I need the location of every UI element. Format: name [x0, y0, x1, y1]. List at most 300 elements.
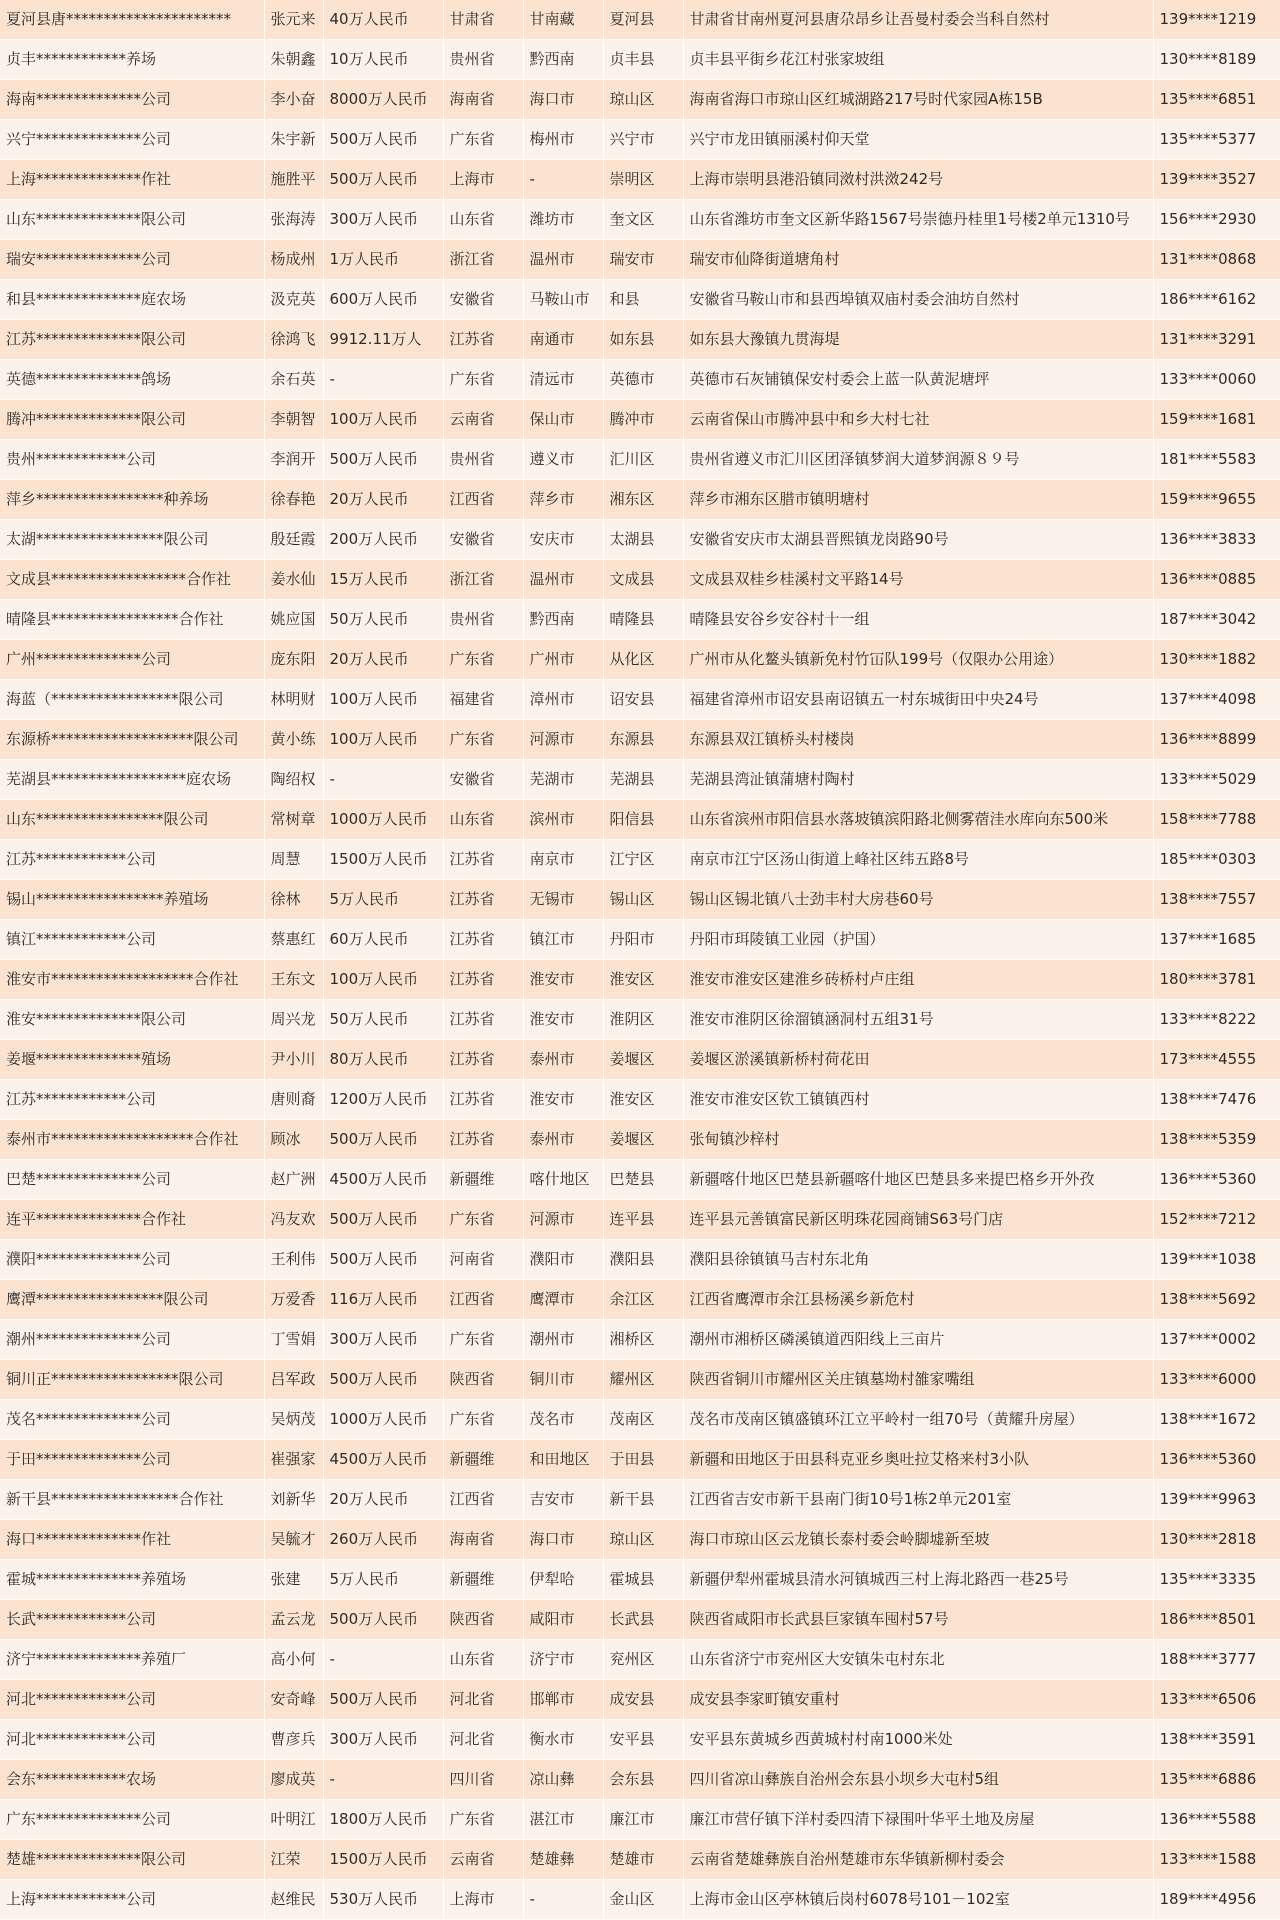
company-name-cell: 海口**************作社 [0, 1520, 264, 1560]
city-cell: 茂名市 [523, 1400, 603, 1440]
legal-person-cell: 常树章 [264, 800, 323, 840]
registered-capital-cell: 100万人民币 [323, 680, 443, 720]
province-cell: 海南省 [443, 80, 523, 120]
district-cell: 太湖县 [603, 520, 683, 560]
registered-capital-cell: 15万人民币 [323, 560, 443, 600]
district-cell: 腾冲市 [603, 400, 683, 440]
phone-cell: 135****5377 [1153, 120, 1280, 160]
district-cell: 兖州区 [603, 1640, 683, 1680]
province-cell: 江西省 [443, 1480, 523, 1520]
province-cell: 上海市 [443, 1880, 523, 1920]
registered-capital-cell: 100万人民币 [323, 400, 443, 440]
address-cell: 东源县双江镇桥头村楼岗 [683, 720, 1153, 760]
registered-capital-cell: 500万人民币 [323, 1360, 443, 1400]
province-cell: 云南省 [443, 1840, 523, 1880]
registered-capital-cell: 40万人民币 [323, 0, 443, 40]
province-cell: 云南省 [443, 400, 523, 440]
city-cell: 黔西南 [523, 40, 603, 80]
registered-capital-cell: - [323, 760, 443, 800]
address-cell: 淮安市淮安区建淮乡砖桥村卢庄组 [683, 960, 1153, 1000]
legal-person-cell: 曹彦兵 [264, 1720, 323, 1760]
district-cell: 汇川区 [603, 440, 683, 480]
registered-capital-cell: 500万人民币 [323, 120, 443, 160]
district-cell: 东源县 [603, 720, 683, 760]
province-cell: 广东省 [443, 720, 523, 760]
table-row [0, 600, 1280, 640]
company-name-cell: 楚雄**************限公司 [0, 1840, 264, 1880]
phone-cell: 136****5360 [1153, 1160, 1280, 1200]
table-row [0, 320, 1280, 360]
table-row [0, 680, 1280, 720]
legal-person-cell: 廖成英 [264, 1760, 323, 1800]
legal-person-cell: 王利伟 [264, 1240, 323, 1280]
district-cell: 廉江市 [603, 1800, 683, 1840]
district-cell: 湘桥区 [603, 1320, 683, 1360]
table-row [0, 720, 1280, 760]
legal-person-cell: 周兴龙 [264, 1000, 323, 1040]
district-cell: 耀州区 [603, 1360, 683, 1400]
company-name-cell: 腾冲**************限公司 [0, 400, 264, 440]
address-cell: 甘肃省甘南州夏河县唐尕昂乡让吾曼村委会当科自然村 [683, 0, 1153, 40]
province-cell: 江西省 [443, 1280, 523, 1320]
address-cell: 陕西省铜川市耀州区关庄镇墓坳村雒家嘴组 [683, 1360, 1153, 1400]
registered-capital-cell: 4500万人民币 [323, 1440, 443, 1480]
legal-person-cell: 杨成州 [264, 240, 323, 280]
phone-cell: 188****3777 [1153, 1640, 1280, 1680]
address-cell: 连平县元善镇富民新区明珠花园商铺S63号门店 [683, 1200, 1153, 1240]
table-row [0, 160, 1280, 200]
address-cell: 福建省漳州市诏安县南诏镇五一村东城街田中央24号 [683, 680, 1153, 720]
company-name-cell: 巴楚**************公司 [0, 1160, 264, 1200]
city-cell: 镇江市 [523, 920, 603, 960]
address-cell: 文成县双桂乡桂溪村文平路14号 [683, 560, 1153, 600]
province-cell: 陕西省 [443, 1600, 523, 1640]
phone-cell: 156****2930 [1153, 200, 1280, 240]
table-row [0, 960, 1280, 1000]
address-cell: 四川省凉山彝族自治州会东县小坝乡大屯村5组 [683, 1760, 1153, 1800]
registered-capital-cell: 500万人民币 [323, 1600, 443, 1640]
table-row [0, 440, 1280, 480]
table-row [0, 1000, 1280, 1040]
address-cell: 海南省海口市琼山区红城湖路217号时代家园A栋15B [683, 80, 1153, 120]
company-name-cell: 鹰潭*****************限公司 [0, 1280, 264, 1320]
district-cell: 瑞安市 [603, 240, 683, 280]
province-cell: 福建省 [443, 680, 523, 720]
registered-capital-cell: 1500万人民币 [323, 840, 443, 880]
city-cell: 黔西南 [523, 600, 603, 640]
table-row [0, 1880, 1280, 1920]
district-cell: 丹阳市 [603, 920, 683, 960]
legal-person-cell: 张海涛 [264, 200, 323, 240]
table-row [0, 1600, 1280, 1640]
company-name-cell: 濮阳**************公司 [0, 1240, 264, 1280]
address-cell: 濮阳县徐镇镇马吉村东北角 [683, 1240, 1153, 1280]
phone-cell: 158****7788 [1153, 800, 1280, 840]
company-name-cell: 长武************公司 [0, 1600, 264, 1640]
legal-person-cell: 吕军政 [264, 1360, 323, 1400]
phone-cell: 139****9963 [1153, 1480, 1280, 1520]
company-name-cell: 连平**************合作社 [0, 1200, 264, 1240]
company-name-cell: 东源桥*******************限公司 [0, 720, 264, 760]
legal-person-cell: 唐则裔 [264, 1080, 323, 1120]
address-cell: 山东省滨州市阳信县水落坡镇滨阳路北侧雾蓿洼水库向东500米 [683, 800, 1153, 840]
registered-capital-cell: 5万人民币 [323, 880, 443, 920]
legal-person-cell: 吴炳茂 [264, 1400, 323, 1440]
legal-person-cell: 姚应国 [264, 600, 323, 640]
province-cell: 浙江省 [443, 240, 523, 280]
province-cell: 安徽省 [443, 760, 523, 800]
registered-capital-cell: 500万人民币 [323, 1200, 443, 1240]
company-name-cell: 山东*****************限公司 [0, 800, 264, 840]
legal-person-cell: 黄小练 [264, 720, 323, 760]
province-cell: 浙江省 [443, 560, 523, 600]
legal-person-cell: 陶绍权 [264, 760, 323, 800]
city-cell: 鹰潭市 [523, 1280, 603, 1320]
city-cell: 无锡市 [523, 880, 603, 920]
phone-cell: 137****0002 [1153, 1320, 1280, 1360]
table-row [0, 1840, 1280, 1880]
city-cell: 南通市 [523, 320, 603, 360]
district-cell: 新干县 [603, 1480, 683, 1520]
registered-capital-cell: 1500万人民币 [323, 1840, 443, 1880]
address-cell: 兴宁市龙田镇丽溪村仰天堂 [683, 120, 1153, 160]
company-name-cell: 海蓝（*****************限公司 [0, 680, 264, 720]
legal-person-cell: 安奇峰 [264, 1680, 323, 1720]
registered-capital-cell: 9912.11万人 [323, 320, 443, 360]
phone-cell: 187****3042 [1153, 600, 1280, 640]
phone-cell: 136****3833 [1153, 520, 1280, 560]
district-cell: 贞丰县 [603, 40, 683, 80]
city-cell: 铜川市 [523, 1360, 603, 1400]
company-name-cell: 茂名**************公司 [0, 1400, 264, 1440]
district-cell: 连平县 [603, 1200, 683, 1240]
table-row [0, 520, 1280, 560]
company-name-cell: 萍乡*****************种养场 [0, 480, 264, 520]
phone-cell: 136****5360 [1153, 1440, 1280, 1480]
registered-capital-cell: 4500万人民币 [323, 1160, 443, 1200]
legal-person-cell: 冯友欢 [264, 1200, 323, 1240]
city-cell: 濮阳市 [523, 1240, 603, 1280]
province-cell: 河南省 [443, 1240, 523, 1280]
district-cell: 兴宁市 [603, 120, 683, 160]
city-cell: 济宁市 [523, 1640, 603, 1680]
district-cell: 诏安县 [603, 680, 683, 720]
city-cell: 喀什地区 [523, 1160, 603, 1200]
registered-capital-cell: 116万人民币 [323, 1280, 443, 1320]
phone-cell: 133****6000 [1153, 1360, 1280, 1400]
registered-capital-cell: 80万人民币 [323, 1040, 443, 1080]
phone-cell: 136****5588 [1153, 1800, 1280, 1840]
city-cell: 保山市 [523, 400, 603, 440]
city-cell: 温州市 [523, 560, 603, 600]
table-row [0, 1560, 1280, 1600]
registered-capital-cell: 100万人民币 [323, 960, 443, 1000]
phone-cell: 185****0303 [1153, 840, 1280, 880]
district-cell: 淮阴区 [603, 1000, 683, 1040]
legal-person-cell: 高小何 [264, 1640, 323, 1680]
city-cell: 南京市 [523, 840, 603, 880]
table-row [0, 760, 1280, 800]
address-cell: 丹阳市珥陵镇工业园（护国） [683, 920, 1153, 960]
address-cell: 英德市石灰铺镇保安村委会上蓝一队黄泥塘坪 [683, 360, 1153, 400]
legal-person-cell: 余石英 [264, 360, 323, 400]
phone-cell: 130****8189 [1153, 40, 1280, 80]
city-cell: 泰州市 [523, 1120, 603, 1160]
address-cell: 山东省潍坊市奎文区新华路1567号崇德丹桂里1号楼2单元1310号 [683, 200, 1153, 240]
address-cell: 潮州市湘桥区磷溪镇道西阳线上三亩片 [683, 1320, 1153, 1360]
address-cell: 安平县东黄城乡西黄城村村南1000米处 [683, 1720, 1153, 1760]
legal-person-cell: 李润开 [264, 440, 323, 480]
province-cell: 广东省 [443, 1800, 523, 1840]
district-cell: 芜湖县 [603, 760, 683, 800]
company-name-cell: 潮州**************公司 [0, 1320, 264, 1360]
registered-capital-cell: 530万人民币 [323, 1880, 443, 1920]
city-cell: 伊犁哈 [523, 1560, 603, 1600]
phone-cell: 133****0060 [1153, 360, 1280, 400]
district-cell: 长武县 [603, 1600, 683, 1640]
legal-person-cell: 林明财 [264, 680, 323, 720]
phone-cell: 131****0868 [1153, 240, 1280, 280]
legal-person-cell: 李朝智 [264, 400, 323, 440]
company-name-cell: 广州**************公司 [0, 640, 264, 680]
registered-capital-cell: 1万人民币 [323, 240, 443, 280]
address-cell: 山东省济宁市兖州区大安镇朱屯村东北 [683, 1640, 1153, 1680]
registered-capital-cell: - [323, 1640, 443, 1680]
registered-capital-cell: 500万人民币 [323, 1120, 443, 1160]
table-row [0, 640, 1280, 680]
company-name-cell: 于田**************公司 [0, 1440, 264, 1480]
company-name-cell: 贞丰************养场 [0, 40, 264, 80]
city-cell: 广州市 [523, 640, 603, 680]
city-cell: 温州市 [523, 240, 603, 280]
district-cell: 茂南区 [603, 1400, 683, 1440]
city-cell: 萍乡市 [523, 480, 603, 520]
district-cell: 会东县 [603, 1760, 683, 1800]
city-cell: 遵义市 [523, 440, 603, 480]
legal-person-cell: 万爱香 [264, 1280, 323, 1320]
city-cell: 清远市 [523, 360, 603, 400]
company-name-cell: 芜湖县******************庭农场 [0, 760, 264, 800]
company-name-cell: 兴宁**************公司 [0, 120, 264, 160]
table-row [0, 1640, 1280, 1680]
city-cell: 甘南藏 [523, 0, 603, 40]
phone-cell: 173****4555 [1153, 1040, 1280, 1080]
company-name-cell: 河北************公司 [0, 1720, 264, 1760]
phone-cell: 137****4098 [1153, 680, 1280, 720]
legal-person-cell: 徐鸿飞 [264, 320, 323, 360]
company-name-cell: 贵州************公司 [0, 440, 264, 480]
district-cell: 淮安区 [603, 960, 683, 1000]
registered-capital-cell: 60万人民币 [323, 920, 443, 960]
table-row [0, 1720, 1280, 1760]
table-row [0, 840, 1280, 880]
registered-capital-cell: 500万人民币 [323, 440, 443, 480]
phone-cell: 130****1882 [1153, 640, 1280, 680]
company-name-cell: 江苏************公司 [0, 1080, 264, 1120]
address-cell: 如东县大豫镇九贯海堤 [683, 320, 1153, 360]
registered-capital-cell: 1000万人民币 [323, 1400, 443, 1440]
city-cell: 淮安市 [523, 1080, 603, 1120]
province-cell: 江苏省 [443, 1080, 523, 1120]
district-cell: 晴隆县 [603, 600, 683, 640]
company-name-cell: 英德**************鸽场 [0, 360, 264, 400]
city-cell: 芜湖市 [523, 760, 603, 800]
province-cell: 山东省 [443, 800, 523, 840]
address-cell: 廉江市营仔镇下洋村委四清下禄围叶华平土地及房屋 [683, 1800, 1153, 1840]
table-row [0, 480, 1280, 520]
district-cell: 金山区 [603, 1880, 683, 1920]
company-name-cell: 上海**************作社 [0, 160, 264, 200]
table-row [0, 280, 1280, 320]
city-cell: 河源市 [523, 720, 603, 760]
table-row [0, 1480, 1280, 1520]
table-row [0, 560, 1280, 600]
table-row [0, 1240, 1280, 1280]
registered-capital-cell: 1200万人民币 [323, 1080, 443, 1120]
district-cell: 琼山区 [603, 80, 683, 120]
table-row [0, 1280, 1280, 1320]
table-row [0, 1440, 1280, 1480]
phone-cell: 180****3781 [1153, 960, 1280, 1000]
district-cell: 姜堰区 [603, 1040, 683, 1080]
district-cell: 成安县 [603, 1680, 683, 1720]
phone-cell: 130****2818 [1153, 1520, 1280, 1560]
address-cell: 上海市金山区亭林镇后岗村6078号101－102室 [683, 1880, 1153, 1920]
phone-cell: 159****9655 [1153, 480, 1280, 520]
address-cell: 云南省保山市腾冲县中和乡大村七社 [683, 400, 1153, 440]
company-name-cell: 会东************农场 [0, 1760, 264, 1800]
province-cell: 山东省 [443, 200, 523, 240]
phone-cell: 139****1038 [1153, 1240, 1280, 1280]
city-cell: 安庆市 [523, 520, 603, 560]
address-cell: 锡山区锡北镇八士劲丰村大房巷60号 [683, 880, 1153, 920]
registered-capital-cell: 500万人民币 [323, 1240, 443, 1280]
phone-cell: 189****4956 [1153, 1880, 1280, 1920]
company-name-cell: 姜堰**************殖场 [0, 1040, 264, 1080]
province-cell: 陕西省 [443, 1360, 523, 1400]
legal-person-cell: 徐林 [264, 880, 323, 920]
registered-capital-cell: 500万人民币 [323, 1680, 443, 1720]
legal-person-cell: 吴毓才 [264, 1520, 323, 1560]
district-cell: 文成县 [603, 560, 683, 600]
table-row [0, 1400, 1280, 1440]
company-name-cell: 广东**************公司 [0, 1800, 264, 1840]
phone-cell: 135****6886 [1153, 1760, 1280, 1800]
legal-person-cell: 刘新华 [264, 1480, 323, 1520]
address-cell: 安徽省马鞍山市和县西埠镇双庙村委会油坊自然村 [683, 280, 1153, 320]
legal-person-cell: 李小奋 [264, 80, 323, 120]
address-cell: 新疆喀什地区巴楚县新疆喀什地区巴楚县多来提巴格乡开外孜 [683, 1160, 1153, 1200]
province-cell: 甘肃省 [443, 0, 523, 40]
registered-capital-cell: - [323, 360, 443, 400]
address-cell: 张甸镇沙梓村 [683, 1120, 1153, 1160]
company-name-cell: 上海************公司 [0, 1880, 264, 1920]
company-name-cell: 泰州市*******************合作社 [0, 1120, 264, 1160]
legal-person-cell: 赵广洲 [264, 1160, 323, 1200]
district-cell: 锡山区 [603, 880, 683, 920]
district-cell: 余江区 [603, 1280, 683, 1320]
legal-person-cell: 赵维民 [264, 1880, 323, 1920]
city-cell: 潍坊市 [523, 200, 603, 240]
district-cell: 巴楚县 [603, 1160, 683, 1200]
district-cell: 夏河县 [603, 0, 683, 40]
city-cell: 海口市 [523, 1520, 603, 1560]
registered-capital-cell: 300万人民币 [323, 1720, 443, 1760]
district-cell: 安平县 [603, 1720, 683, 1760]
registered-capital-cell: 20万人民币 [323, 1480, 443, 1520]
company-name-cell: 镇江************公司 [0, 920, 264, 960]
address-cell: 安徽省安庆市太湖县晋熙镇龙岗路90号 [683, 520, 1153, 560]
table-row [0, 1520, 1280, 1560]
city-cell: 滨州市 [523, 800, 603, 840]
legal-person-cell: 丁雪娟 [264, 1320, 323, 1360]
address-cell: 瑞安市仙降街道塘角村 [683, 240, 1153, 280]
city-cell: 海口市 [523, 80, 603, 120]
city-cell: 潮州市 [523, 1320, 603, 1360]
table-row [0, 40, 1280, 80]
province-cell: 江苏省 [443, 840, 523, 880]
address-cell: 成安县李家町镇安重村 [683, 1680, 1153, 1720]
phone-cell: 133****5029 [1153, 760, 1280, 800]
province-cell: 安徽省 [443, 280, 523, 320]
province-cell: 江苏省 [443, 880, 523, 920]
company-name-cell: 山东**************限公司 [0, 200, 264, 240]
address-cell: 贵州省遵义市汇川区团泽镇梦润大道梦润源８９号 [683, 440, 1153, 480]
phone-cell: 139****3527 [1153, 160, 1280, 200]
registered-capital-cell: 600万人民币 [323, 280, 443, 320]
legal-person-cell: 孟云龙 [264, 1600, 323, 1640]
city-cell: 凉山彝 [523, 1760, 603, 1800]
company-name-cell: 和县**************庭农场 [0, 280, 264, 320]
legal-person-cell: 张元来 [264, 0, 323, 40]
city-cell: 楚雄彝 [523, 1840, 603, 1880]
registered-capital-cell: 260万人民币 [323, 1520, 443, 1560]
city-cell: - [523, 1880, 603, 1920]
province-cell: 广东省 [443, 1200, 523, 1240]
city-cell: - [523, 160, 603, 200]
phone-cell: 136****0885 [1153, 560, 1280, 600]
legal-person-cell: 叶明江 [264, 1800, 323, 1840]
city-cell: 衡水市 [523, 1720, 603, 1760]
table-row [0, 120, 1280, 160]
legal-person-cell: 庞东阳 [264, 640, 323, 680]
legal-person-cell: 汲克英 [264, 280, 323, 320]
province-cell: 江苏省 [443, 1120, 523, 1160]
table-row [0, 360, 1280, 400]
address-cell: 陕西省咸阳市长武县巨家镇车囤村57号 [683, 1600, 1153, 1640]
address-cell: 海口市琼山区云龙镇长泰村委会岭脚墟新至坡 [683, 1520, 1153, 1560]
province-cell: 广东省 [443, 360, 523, 400]
phone-cell: 181****5583 [1153, 440, 1280, 480]
address-cell: 萍乡市湘东区腊市镇明塘村 [683, 480, 1153, 520]
province-cell: 新疆维 [443, 1440, 523, 1480]
address-cell: 江西省鹰潭市余江县杨溪乡新危村 [683, 1280, 1153, 1320]
district-cell: 如东县 [603, 320, 683, 360]
phone-cell: 131****3291 [1153, 320, 1280, 360]
legal-person-cell: 朱宇新 [264, 120, 323, 160]
city-cell: 湛江市 [523, 1800, 603, 1840]
address-cell: 淮安市淮安区钦工镇镇西村 [683, 1080, 1153, 1120]
registered-capital-cell: 50万人民币 [323, 1000, 443, 1040]
province-cell: 贵州省 [443, 440, 523, 480]
city-cell: 淮安市 [523, 960, 603, 1000]
address-cell: 广州市从化鳌头镇新免村竹冚队199号（仅限办公用途） [683, 640, 1153, 680]
registered-capital-cell: 500万人民币 [323, 160, 443, 200]
district-cell: 琼山区 [603, 1520, 683, 1560]
province-cell: 四川省 [443, 1760, 523, 1800]
phone-cell: 135****3335 [1153, 1560, 1280, 1600]
table-row [0, 1680, 1280, 1720]
